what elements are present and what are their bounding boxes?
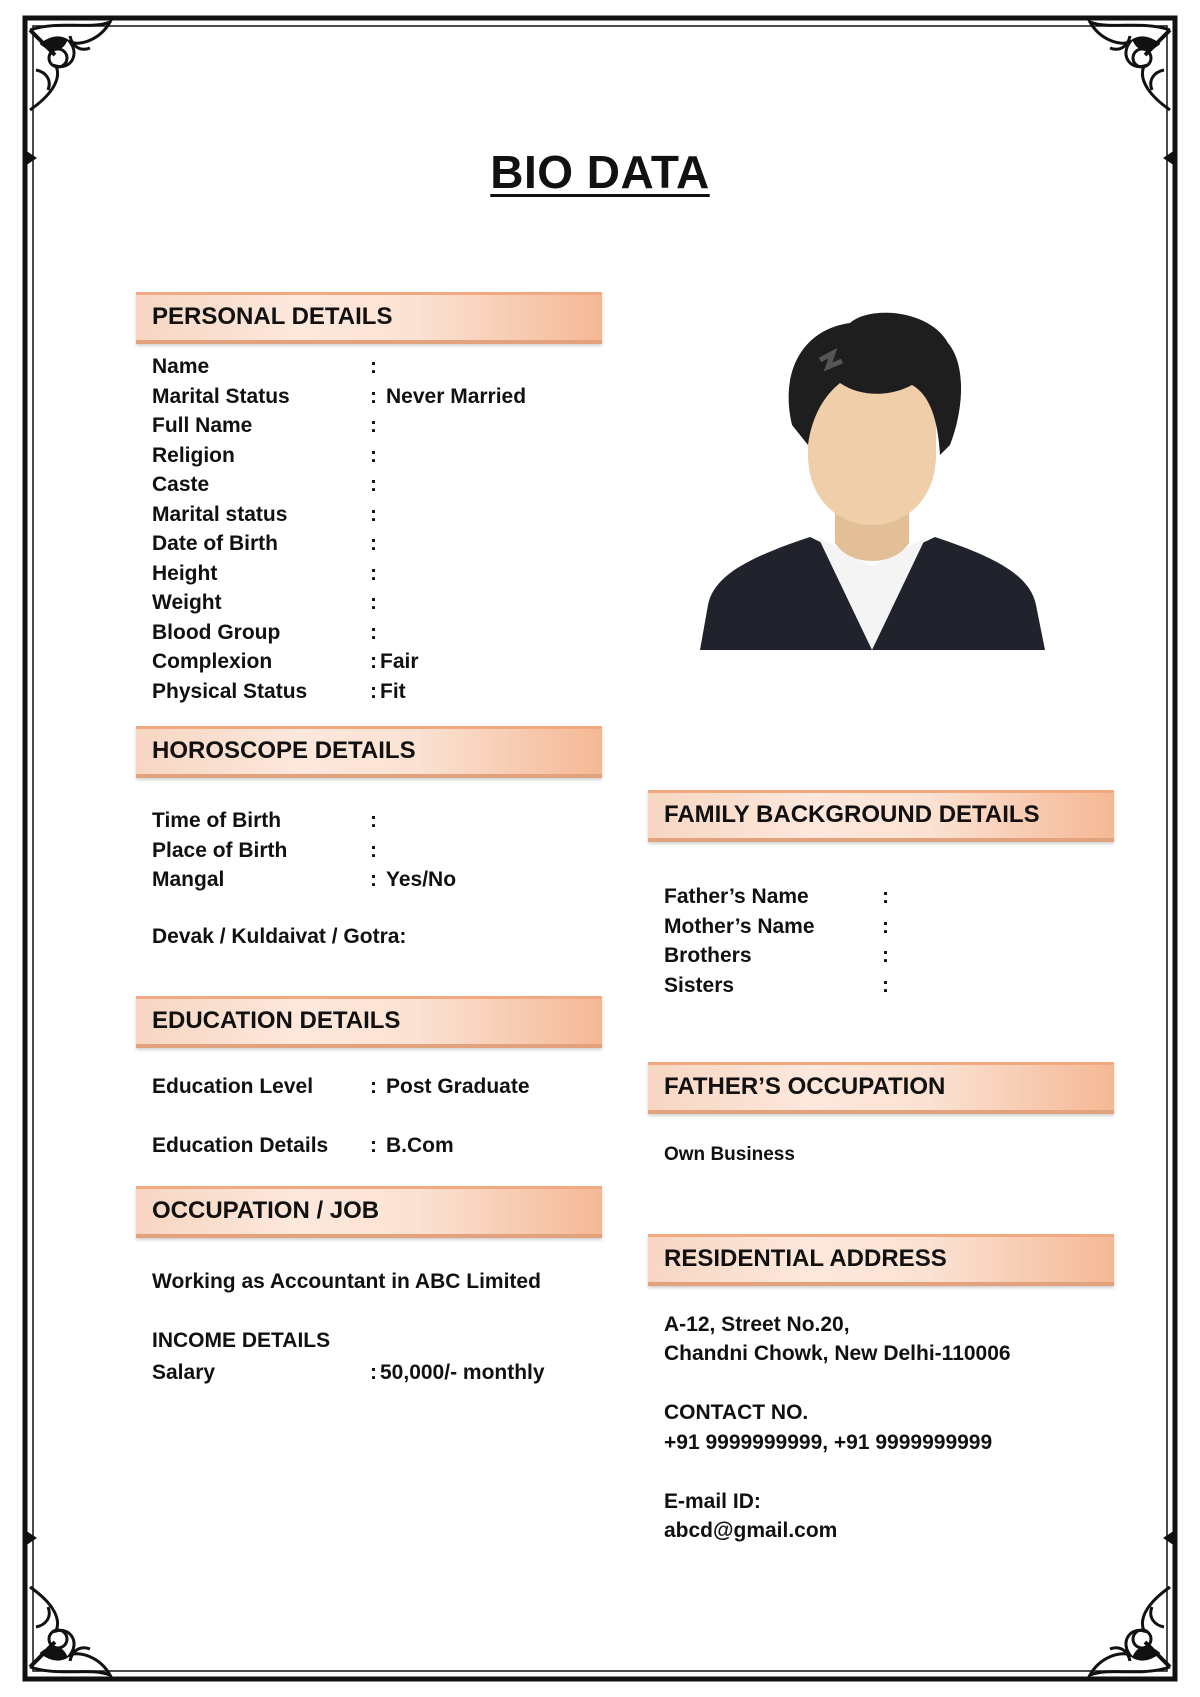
family-background-header: FAMILY BACKGROUND DETAILS bbox=[648, 790, 1114, 842]
horoscope-detail-label: Place of Birth bbox=[152, 838, 288, 862]
salary-label: Salary bbox=[152, 1361, 216, 1384]
personal-detail-row: Caste : bbox=[152, 470, 526, 500]
personal-detail-row: Height : bbox=[152, 559, 526, 589]
gotra-label: Devak / Kuldaivat / Gotra: bbox=[152, 925, 407, 948]
personal-detail-row: Marital Status : Never Married bbox=[152, 382, 526, 412]
personal-detail-label: Blood Group bbox=[152, 620, 281, 644]
personal-detail-row: Religion : bbox=[152, 441, 526, 471]
personal-detail-label: Weight bbox=[152, 591, 222, 614]
income-details-label: INCOME DETAILS bbox=[152, 1329, 331, 1352]
personal-detail-label: Religion bbox=[152, 443, 235, 467]
address-line-2: Chandni Chowk, New Delhi-110006 bbox=[664, 1342, 1011, 1365]
personal-details-header: PERSONAL DETAILS bbox=[136, 292, 602, 344]
education-details-list bbox=[152, 1072, 530, 1160]
address-line-1: A-12, Street No.20, bbox=[664, 1313, 850, 1336]
personal-detail-label: Date of Birth bbox=[152, 532, 278, 555]
contact-label: CONTACT NO. bbox=[664, 1401, 809, 1424]
family-detail-row: Father’s Name : bbox=[664, 882, 898, 912]
salary-row: Salary : 50,000/- monthly bbox=[152, 1358, 545, 1388]
horoscope-details-list bbox=[152, 806, 456, 895]
horoscope-detail-label: Time of Birth bbox=[152, 809, 282, 832]
personal-detail-label: Caste bbox=[152, 473, 210, 496]
occupation-header: OCCUPATION / JOB bbox=[136, 1186, 602, 1238]
personal-detail-label: Complexion bbox=[152, 650, 273, 673]
family-detail-label: Father’s Name bbox=[664, 885, 809, 908]
contact-value: +91 9999999999, +91 9999999999 bbox=[664, 1431, 993, 1454]
horoscope-detail-value: Yes/No bbox=[386, 868, 457, 891]
horoscope-detail-label: Mangal bbox=[152, 868, 225, 891]
family-detail-row: Sisters : bbox=[664, 971, 898, 1001]
fathers-occupation-text: Own Business bbox=[664, 1144, 795, 1165]
personal-detail-value: Never Married bbox=[386, 384, 527, 408]
personal-detail-label: Height bbox=[152, 561, 218, 585]
horoscope-details-header: HOROSCOPE DETAILS bbox=[136, 726, 602, 778]
corner-ornament-icon bbox=[30, 22, 110, 110]
education-details-header: EDUCATION DETAILS bbox=[136, 996, 602, 1048]
personal-detail-label: Physical Status bbox=[152, 679, 308, 703]
personal-detail-row: Full Name : bbox=[152, 411, 526, 441]
education-details-row: Education Details : B.Com bbox=[152, 1133, 454, 1157]
personal-detail-row: Blood Group : bbox=[152, 618, 526, 648]
personal-detail-row: Date of Birth : bbox=[152, 529, 526, 559]
personal-detail-row: Marital status : bbox=[152, 500, 526, 530]
family-details-list bbox=[664, 882, 898, 1000]
family-detail-label: Sisters bbox=[664, 973, 735, 997]
residential-address-header: RESIDENTIAL ADDRESS bbox=[648, 1234, 1114, 1286]
personal-detail-row: Name : bbox=[152, 352, 526, 382]
email-value: abcd@gmail.com bbox=[664, 1519, 838, 1542]
horoscope-detail-row: Place of Birth : bbox=[152, 836, 456, 866]
personal-detail-value: Fit bbox=[380, 679, 406, 703]
family-detail-row: Brothers : bbox=[664, 941, 898, 971]
page-title: BIO DATA bbox=[490, 146, 710, 198]
family-detail-label: Brothers bbox=[664, 944, 752, 967]
personal-detail-label: Full Name bbox=[152, 414, 253, 437]
horoscope-detail-row: Mangal : Yes/No bbox=[152, 865, 456, 895]
education-level-row: Education Level : Post Graduate bbox=[152, 1075, 530, 1098]
personal-detail-label: Marital Status bbox=[152, 384, 290, 408]
family-detail-row: Mother’s Name : bbox=[664, 912, 898, 942]
fathers-occupation-header: FATHER’S OCCUPATION bbox=[648, 1062, 1114, 1114]
personal-detail-label: Marital status bbox=[152, 502, 288, 526]
personal-detail-row: Weight : bbox=[152, 588, 526, 618]
salary-value: 50,000/- monthly bbox=[380, 1361, 545, 1384]
personal-details-list bbox=[152, 352, 526, 706]
personal-detail-value: Fair bbox=[380, 650, 419, 673]
horoscope-detail-row: Time of Birth : bbox=[152, 806, 456, 836]
personal-detail-row: Complexion : Fair bbox=[152, 647, 526, 677]
occupation-text: Working as Accountant in ABC Limited bbox=[152, 1270, 541, 1293]
profile-photo-avatar bbox=[700, 305, 1045, 650]
personal-detail-label: Name bbox=[152, 355, 210, 378]
family-detail-label: Mother’s Name bbox=[664, 914, 815, 938]
personal-detail-row: Physical Status : Fit bbox=[152, 677, 526, 707]
email-label: E-mail ID: bbox=[664, 1490, 761, 1513]
